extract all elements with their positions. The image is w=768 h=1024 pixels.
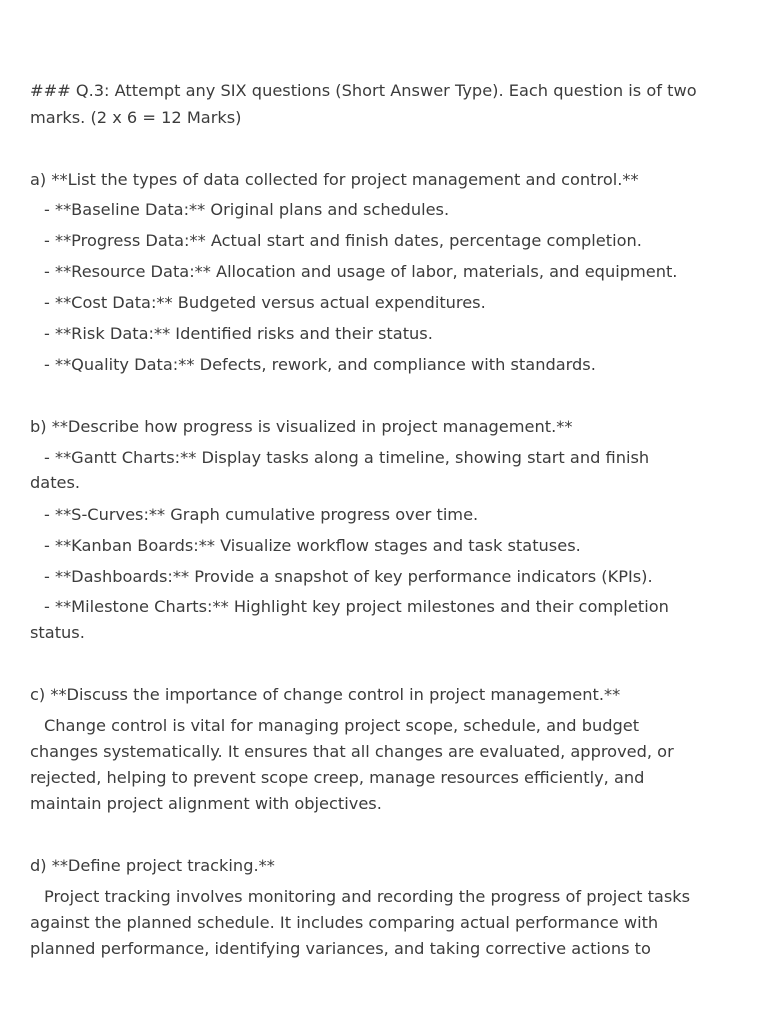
list-item-continuation: status. — [30, 623, 85, 642]
list-item-continuation: dates. — [30, 473, 81, 492]
list-item: - **Kanban Boards:** Visualize workflow stages and task statuses. — [44, 536, 581, 555]
question-header-line: ### Q.3: Attempt any SIX questions (Short Answer Type). Each question is of two — [30, 81, 697, 100]
list-item: - **Dashboards:** Provide a snapshot of key performance indicators (KPIs). — [44, 567, 653, 586]
list-item: - **Resource Data:** Allocation and usage of labor, materials, and equipment. — [44, 262, 678, 281]
section-d-heading: d) **Define project tracking.** — [30, 856, 275, 875]
list-item: - **Risk Data:** Identified risks and their status. — [44, 324, 433, 343]
paragraph-line: Change control is vital for managing project scope, schedule, and budget — [44, 716, 640, 735]
paragraph-line: rejected, helping to prevent scope creep, manage resources efficiently, and — [30, 768, 645, 787]
paragraph-line: against the planned schedule. It includes comparing actual performance with — [30, 913, 659, 932]
section-c-heading: c) **Discuss the importance of change control in project management.** — [30, 685, 621, 704]
paragraph-line: changes systematically. It ensures that all changes are evaluated, approved, or — [30, 742, 674, 761]
list-item: - **Cost Data:** Budgeted versus actual expenditures. — [44, 293, 486, 312]
list-item: - **Milestone Charts:** Highlight key project milestones and their completion — [44, 597, 669, 616]
list-item: - **Gantt Charts:** Display tasks along a timeline, showing start and finish — [44, 448, 650, 467]
list-item: - **S-Curves:** Graph cumulative progress over time. — [44, 505, 479, 524]
section-a-heading: a) **List the types of data collected for project management and control.** — [30, 170, 639, 189]
list-item: - **Baseline Data:** Original plans and schedules. — [44, 200, 450, 219]
list-item: - **Quality Data:** Defects, rework, and compliance with standards. — [44, 355, 596, 374]
question-header-line: marks. (2 x 6 = 12 Marks) — [30, 108, 242, 127]
paragraph-line: Project tracking involves monitoring and recording the progress of project tasks — [44, 887, 691, 906]
paragraph-line: maintain project alignment with objectives. — [30, 794, 382, 813]
section-b-heading: b) **Describe how progress is visualized in project management.** — [30, 417, 573, 436]
list-item: - **Progress Data:** Actual start and finish dates, percentage completion. — [44, 231, 642, 250]
paragraph-line: planned performance, identifying variances, and taking corrective actions to — [30, 939, 651, 958]
